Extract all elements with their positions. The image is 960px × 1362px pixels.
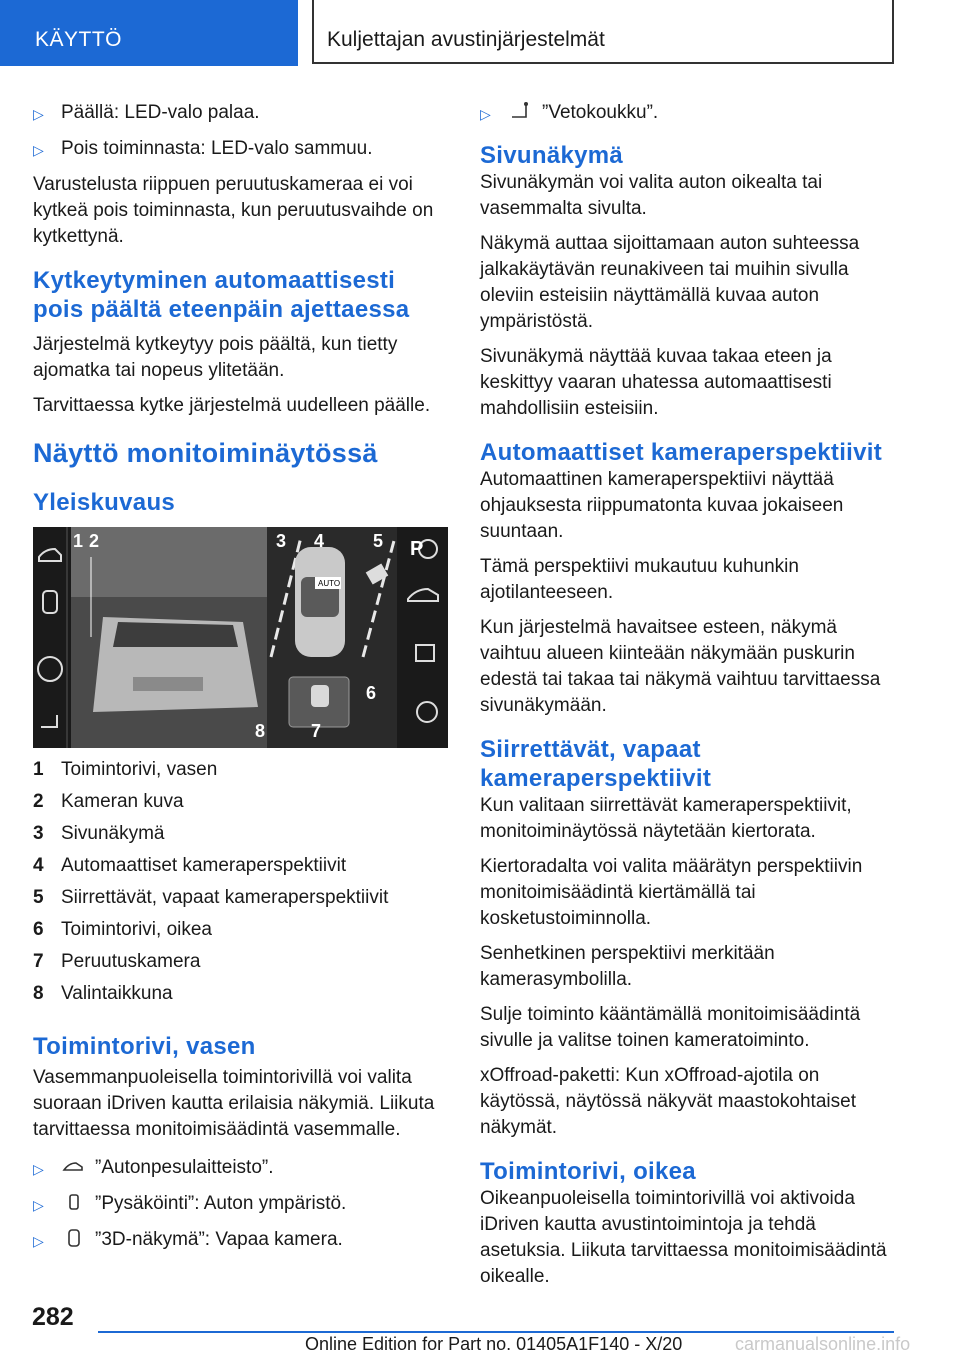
callout-6: 6 bbox=[366, 683, 377, 703]
list-item: ▷ ”Pysäköinti”: Auton ympäristö. bbox=[33, 1191, 448, 1218]
paragraph: Oikeanpuoleisella toimintorivillä voi aktivoida iDriven kautta avustintoimintoja ja tehdä asetuksia. Liikuta tarvittaessa monitoimisäädintä oikealle. bbox=[480, 1188, 887, 1287]
list-item: ▷ ”3D-näkymä”: Vapaa kamera. bbox=[33, 1227, 448, 1254]
legend-item: 2 Kameran kuva bbox=[33, 791, 184, 812]
list-item: ▷ ”Vetokoukku”. bbox=[480, 100, 898, 127]
sky-area bbox=[71, 527, 267, 597]
car-window bbox=[113, 622, 238, 647]
section-tab bbox=[0, 0, 298, 66]
section-title: KÄYTTÖ bbox=[35, 28, 123, 51]
paragraph: Kiertoradalta voi valita määrätyn perspektiivin monitoimisäädintä kiertämällä tai kosketustoiminnolla. bbox=[480, 856, 863, 929]
tow-hitch-icon bbox=[508, 101, 534, 121]
paragraph: Sivunäkymä näyttää kuvaa takaa eteen ja keskittyy vaaran uhatessa automaattisesti mahdollisiin esteisiin. bbox=[480, 346, 832, 419]
callout-8: 8 bbox=[255, 721, 266, 741]
legend-item: 3 Sivunäkymä bbox=[33, 823, 165, 844]
paragraph: Kun järjestelmä havaitsee esteen, näkymä vaihtuu alueen kiinteään näkymään puskurin edestä tai takaa tai näkymä vaihtuu tarvittaessa sivunäkymään. bbox=[480, 617, 881, 716]
legend-item: 6 Toimintorivi, oikea bbox=[33, 919, 212, 940]
paragraph: xOffroad-paketti: Kun xOffroad-ajotila on käytössä, näytössä näkyvät maastokohtaiset näkymät. bbox=[480, 1065, 856, 1138]
heading-auto-perspectives: Automaattiset kameraperspektiivit bbox=[480, 439, 883, 466]
list-item: ▷ Päällä: LED-valo palaa. bbox=[33, 100, 448, 127]
heading-display: Näyttö monitoiminäytössä bbox=[33, 438, 378, 468]
list-item: ▷ ”Autonpesulaitteisto”. bbox=[33, 1155, 448, 1182]
paragraph: Järjestelmä kytkeytyy pois päältä, kun tietty ajomatka tai nopeus ylitetään. bbox=[33, 334, 398, 381]
edition-note: Online Edition for Part no. 01405A1F140 - X/20 bbox=[305, 1334, 683, 1354]
callout-4: 4 bbox=[314, 531, 325, 551]
paragraph: Tarvittaessa kytke järjestelmä uudelleen päälle. bbox=[33, 395, 431, 416]
p-label: P bbox=[410, 538, 424, 560]
paragraph: Näkymä auttaa sijoittamaan auton suhteessa jalkakäytävän reunakiveen tai muihin sivulla oleviin esteisiin näyttämällä kuvaa auton ympäristöstä. bbox=[480, 233, 860, 332]
paragraph: Tämä perspektiivi mukautuu kuhunkin ajotilanteeseen. bbox=[480, 556, 799, 603]
callout-2: 2 bbox=[89, 531, 100, 551]
auto-label: AUTO bbox=[318, 579, 341, 588]
bullet-triangle-icon: ▷ bbox=[33, 1233, 44, 1249]
footer-rule bbox=[98, 1331, 894, 1333]
legend-item: 7 Peruutuskamera bbox=[33, 951, 201, 972]
callout-7: 7 bbox=[311, 721, 322, 741]
left-column bbox=[33, 100, 448, 1263]
paragraph: Senhetkinen perspektiivi merkitään kamerasymbolilla. bbox=[480, 943, 775, 990]
legend-item: 5 Siirrettävät, vapaat kameraperspektiivit bbox=[33, 887, 389, 908]
list-item: ▷ Pois toiminnasta: LED-valo sammuu. bbox=[33, 136, 448, 163]
heading-free-perspectives: Siirrettävät, vapaat kameraperspektiivit bbox=[480, 736, 712, 792]
callout-3: 3 bbox=[276, 531, 287, 551]
bullet-triangle-icon: ▷ bbox=[480, 106, 491, 122]
page-number: 282 bbox=[32, 1303, 74, 1331]
right-toolbar bbox=[397, 527, 448, 748]
heading-overview: Yleiskuvaus bbox=[33, 489, 176, 516]
legend-item: 8 Valintaikkuna bbox=[33, 983, 173, 1004]
bullet-triangle-icon: ▷ bbox=[33, 1161, 44, 1177]
heading-left-row: Toimintorivi, vasen bbox=[33, 1033, 256, 1060]
chapter-header bbox=[312, 0, 894, 64]
bullet-triangle-icon: ▷ bbox=[33, 106, 44, 122]
paragraph: Sulje toiminto kääntämällä monitoimisäädintä sivulle ja valitse toinen kameratoiminto. bbox=[480, 1004, 861, 1051]
paragraph: Automaattinen kameraperspektiivi näyttää ohjauksesta riippumatonta kuvaa jokaiseen suuntaan. bbox=[480, 469, 844, 542]
bullet-triangle-icon: ▷ bbox=[33, 1197, 44, 1213]
figure-legend bbox=[33, 754, 448, 1010]
heading-side-view: Sivunäkymä bbox=[480, 142, 624, 169]
legend-item: 4 Automaattiset kameraperspektiivit bbox=[33, 855, 347, 876]
heading-right-row: Toimintorivi, oikea bbox=[480, 1158, 696, 1185]
heading-auto-off: Kytkeytyminen automaattisesti pois päältä eteenpäin ajettaessa bbox=[33, 267, 410, 323]
camera-display-illustration bbox=[33, 527, 448, 748]
callout-1: 1 bbox=[73, 531, 84, 551]
callout-5: 5 bbox=[373, 531, 384, 551]
right-column bbox=[480, 100, 898, 1299]
3d-view-icon bbox=[61, 1228, 87, 1248]
paragraph: Sivunäkymän voi valita auton oikealta tai vasemmalta sivulta. bbox=[480, 172, 823, 219]
paragraph: Vasemmanpuoleisella toimintorivillä voi valita suoraan iDriven kautta erilaisia näkymiä. Liikuta tarvittaessa monitoimisäädintä vasemmalle. bbox=[33, 1067, 435, 1140]
paragraph-camera: Varustelusta riippuen peruutuskameraa ei voi kytkeä pois toiminnasta, kun peruutusvaihde on kytkettynä. bbox=[33, 174, 434, 247]
paragraph: Kun valitaan siirrettävät kameraperspektiivit, monitoiminäytössä näytetään kiertorata. bbox=[480, 795, 852, 842]
parking-icon bbox=[61, 1192, 87, 1212]
car-wash-icon bbox=[61, 1156, 87, 1176]
camera-display-figure bbox=[33, 527, 448, 748]
chapter-title: Kuljettajan avustinjärjestelmät bbox=[327, 28, 605, 51]
watermark: carmanualsonline.info bbox=[735, 1334, 911, 1354]
bullet-triangle-icon: ▷ bbox=[33, 142, 44, 158]
legend-item: 1 Toimintorivi, vasen bbox=[33, 759, 218, 780]
